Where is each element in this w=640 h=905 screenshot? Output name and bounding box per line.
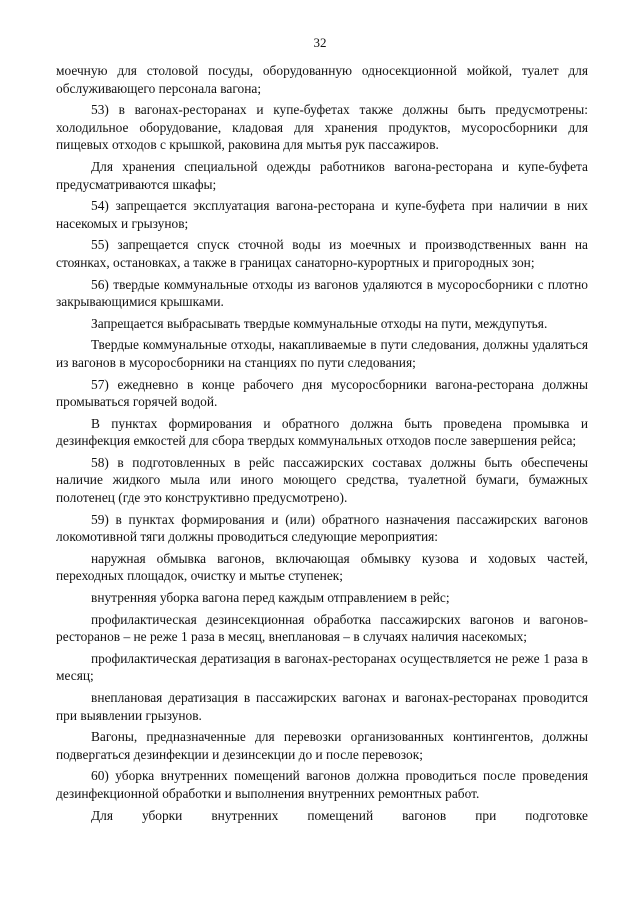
paragraph: моечную для столовой посуды, оборудованную односекционной мойкой, туалет для обслуживающего персонала вагона; <box>56 63 588 96</box>
paragraph: внутренняя уборка вагона перед каждым отправлением в рейс; <box>91 590 450 606</box>
paragraph: профилактическая дератизация в вагонах-ресторанах осуществляется не реже 1 раза в месяц; <box>56 650 588 684</box>
paragraph: Вагоны, предназначенные для перевозки организованных контингентов, должны подвергаться дезинфекции и дезинсекции до и после перевозок; <box>56 729 588 762</box>
paragraph: 55) запрещается спуск сточной воды из моечных и производственных ванн на стоянках, остановках, а также в границах санаторно-курортных и пригородных зон; <box>56 237 588 270</box>
paragraph: 59) в пунктах формирования и (или) обратного назначения пассажирских вагонов локомотивной тяги должны проводиться следующие мероприятия: <box>56 511 588 545</box>
paragraph: 60) уборка внутренних помещений вагонов должна проводиться после проведения дезинфекционной обработки и выполнения внутренних ремонтных работ. <box>56 768 588 801</box>
paragraph: Для хранения специальной одежды работников вагона-ресторана и купе-буфета предусматриваются шкафы; <box>56 158 588 192</box>
paragraph: наружная обмывка вагонов, включающая обмывку кузова и ходовых частей, переходных площадок, очистку и мытье ступенек; <box>56 550 588 584</box>
document-body <box>56 62 588 828</box>
paragraph: 58) в подготовленных в рейс пассажирских составах должны быть обеспечены наличие жидкого мыла или иного моющего средства, туалетной бумаги, бумажных полотенец (где это конструктивно предусмотрено). <box>56 454 588 506</box>
paragraph: внеплановая дератизация в пассажирских вагонах и вагонах-ресторанах проводится при выявлении грызунов. <box>56 690 588 723</box>
paragraph: 56) твердые коммунальные отходы из вагонов удаляются в мусоросборники с плотно закрывающимися крышками. <box>56 276 588 310</box>
paragraph: 53) в вагонах-ресторанах и купе-буфетах также должны быть предусмотрены: холодильное оборудование, кладовая для хранения продуктов, мусоросборники для пищевых отходов с крышкой, раковина для мытья рук пассажиров. <box>56 102 588 153</box>
paragraph: 57) ежедневно в конце рабочего дня мусоросборники вагона-ресторана должны промываться горячей водой. <box>56 376 588 410</box>
paragraph: В пунктах формирования и обратного должна быть проведена промывка и дезинфекция емкостей для сбора твердых коммунальных отходов после завершения рейса; <box>56 415 588 449</box>
page-number: 32 <box>313 35 327 50</box>
paragraph: Запрещается выбрасывать твердые коммунальные отходы на пути, междупутья. <box>91 315 548 331</box>
paragraph: профилактическая дезинсекционная обработка пассажирских вагонов и вагонов-ресторанов – не реже 1 раза в месяц, внеплановая – в случаях наличия насекомых; <box>56 611 588 645</box>
paragraph: Твердые коммунальные отходы, накапливаемые в пути следования, должны удаляться из вагонов в мусоросборники на станциях по пути следования; <box>56 337 588 370</box>
paragraph: 54) запрещается эксплуатация вагона-ресторана и купе-буфета при наличии в них насекомых и грызунов; <box>56 198 588 231</box>
paragraph: Для уборки внутренних помещений вагонов при подготовке <box>91 807 588 823</box>
